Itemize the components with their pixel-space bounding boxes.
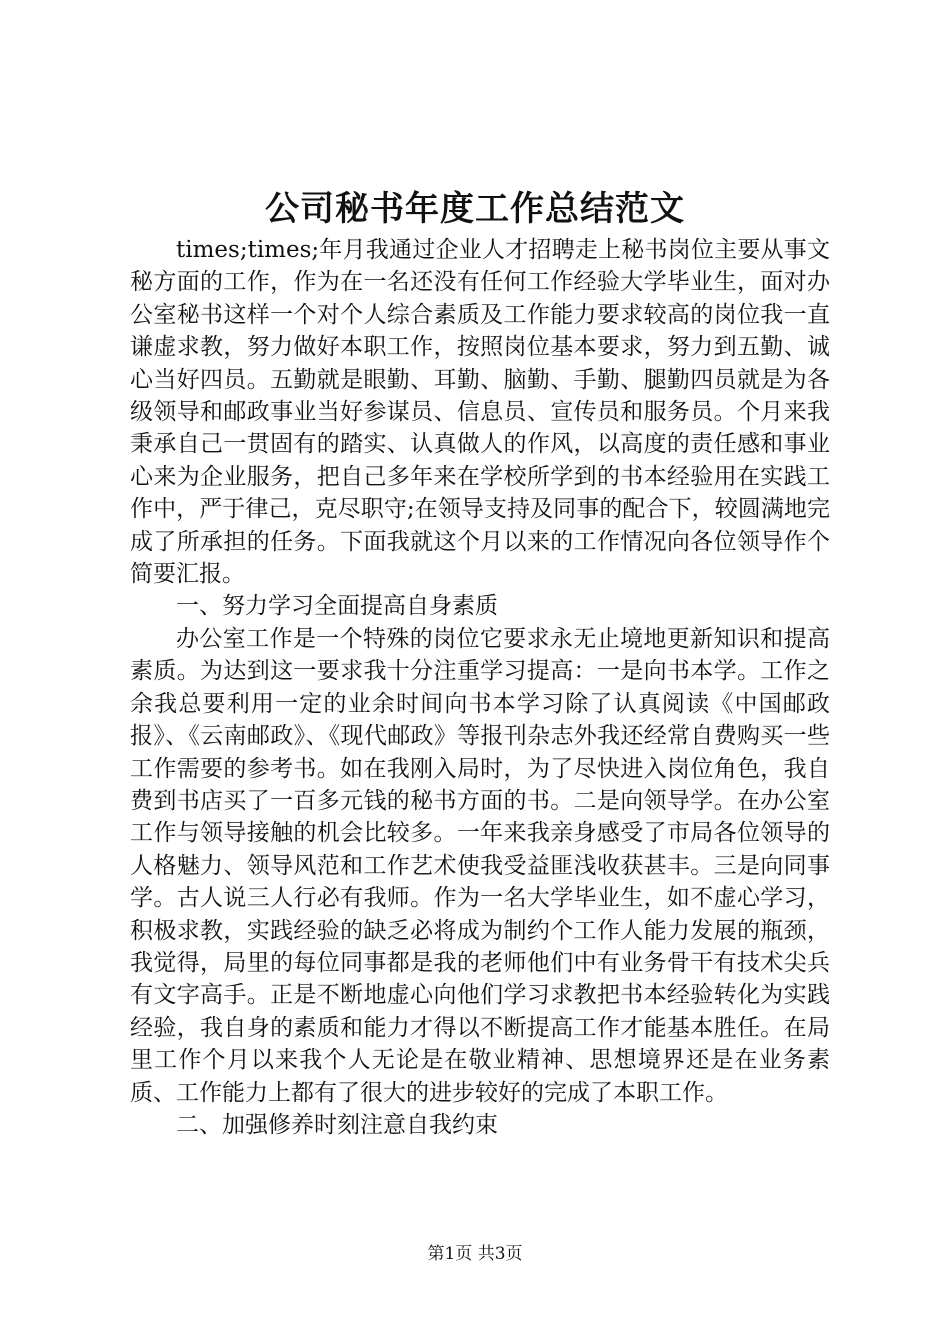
paragraph-study: 办公室工作是一个特殊的岗位它要求永无止境地更新知识和提高素质。为达到这一要求我十分注重学习提高：一是向书本学。工作之余我总要利用一定的业余时间向书本学习除了认真阅读《中国邮政报》、《云南邮政》、《现代邮政》等报刊杂志外我还经常自费购买一些工作需要的参考书。如在我刚入局时，为了尽快进入岗位角色，我自费到书店买了一百多元钱的秘书方面的书。二是向领导学。在办公室工作与领导接触的机会比较多。一年来我亲身感受了市局各位领导的人格魅力、领导风范和工作艺术使我受益匪浅收获甚丰。三是向同事学。古人说三人行必有我师。作为一名大学毕业生，如不虚心学习，积极求教，实践经验的缺乏必将成为制约个工作人能力发展的瓶颈，我觉得，局里的每位同事都是我的老师他们中有业务骨干有技术尖兵有文字高手。正是不断地虚心向他们学习求教把书本经验转化为实践经验，我自身的素质和能力才得以不断提高工作才能基本胜任。在局里工作个月以来我个人无论是在敬业精神、思想境界还是在业务素质、工作能力上都有了很大的进步较好的完成了本职工作。 — [130, 625, 830, 1106]
page-footer: 第1页 共3页 — [427, 1244, 523, 1264]
section-heading-2: 二、加强修养时刻注意自我约束 — [176, 1111, 498, 1138]
section-heading-1: 一、努力学习全面提高自身素质 — [176, 593, 498, 620]
document-title: 公司秘书年度工作总结范文 — [265, 189, 685, 229]
paragraph-intro: times;times;年月我通过企业人才招聘走上秘书岗位主要从事文秘方面的工作，作为在一名还没有任何工作经验大学毕业生，面对办公室秘书这样一个对个人综合素质及工作能力要求较高的岗位我一直谦虚求教，努力做好本职工作，按照岗位基本要求，努力到五勤、诚心当好四员。五勤就是眼勤、耳勤、脑勤、手勤、腿勤四员就是为各级领导和邮政事业当好参谋员、信息员、宣传员和服务员。个月来我秉承自己一贯固有的踏实、认真做人的作风，以高度的责任感和事业心来为企业服务，把自己多年来在学校所学到的书本经验用在实践工作中，严于律己，克尽职守;在领导支持及同事的配合下，较圆满地完成了所承担的任务。下面我就这个月以来的工作情况向各位领导作个简要汇报。 — [130, 237, 830, 588]
document-body — [130, 234, 830, 1141]
